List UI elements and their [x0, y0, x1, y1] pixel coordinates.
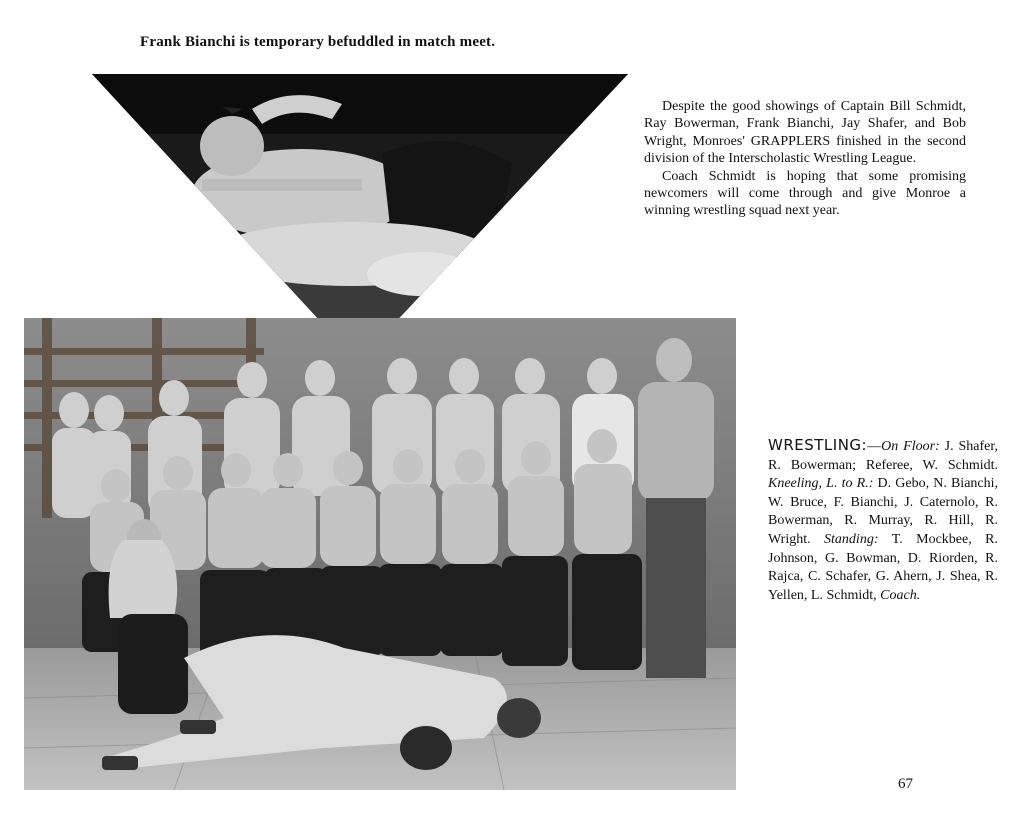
roster-standing-names: T. Mockbee, R. Johnson, G. Bowman, D. Riorden, R. Rajca, C. Schafer, G. Ahern, J. Shea, R. Yellen, L. Schmidt,: [768, 531, 998, 603]
roster-kneeling-names: D. Gebo, N. Bianchi, W. Bruce, F. Bianchi, J. Caternolo, R. Bowerman, R. Murray, R. Hill, R. Wright.: [768, 476, 999, 547]
top-photo-caption: Frank Bianchi is temporary befuddled in match meet.: [140, 34, 496, 50]
roster-standing-label: Standing:: [824, 531, 879, 547]
page-number: 67: [898, 776, 913, 792]
article-paragraph: Despite the good showings of Captain Bill Schmidt, Ray Bowerman, Frank Bianchi, Jay Shafer, and Bob Wright, Monroes' GRAPPLERS finished in the second division of the Interscholastic Wrestling League.: [644, 99, 966, 167]
roster-dash: —: [867, 439, 882, 454]
roster-floor-names: J. Shafer, R. Bowerman; Referee, W. Schmidt.: [768, 439, 998, 473]
team-photo: [24, 318, 736, 790]
article-paragraph: Coach Schmidt is hoping that some promising newcomers will come through and give Monroe a winning wrestling squad next year.: [644, 168, 966, 219]
roster-kneeling-label: Kneeling, L. to R.:: [768, 476, 874, 492]
article-text: [644, 98, 966, 220]
roster-coach-label: Coach.: [880, 587, 921, 603]
roster-floor-label: On Floor:: [881, 439, 940, 454]
roster-heading: WRESTLING:: [768, 436, 868, 454]
team-roster: [768, 436, 998, 605]
